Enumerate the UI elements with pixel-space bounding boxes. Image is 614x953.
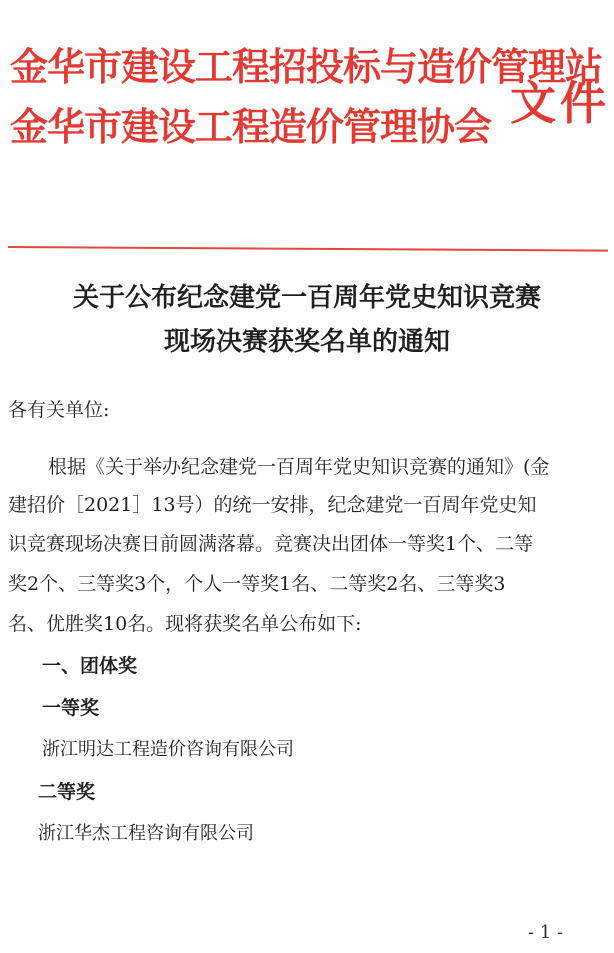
team-award-heading: 一、团体奖	[42, 655, 138, 677]
document-title-line-2: 现场决赛获奖名单的通知	[163, 327, 450, 357]
paragraph-line: 根据《关于举办纪念建党一百周年党史知识竞赛的通知》(金	[48, 456, 550, 478]
paragraph-line: 建招价［2021］13号）的统一安排，纪念建党一百周年党史知	[8, 494, 537, 516]
paragraph-line: 奖2个、三等奖3个，个人一等奖1名、二等奖2名、三等奖3	[8, 573, 506, 595]
issuer-name-2: 金华市建设工程造价管理协会	[10, 105, 492, 149]
paragraph-line: 名、优胜奖10名。现将获奖名单公布如下:	[8, 613, 362, 635]
red-divider	[8, 246, 608, 252]
page-number: - 1 -	[528, 922, 564, 943]
salutation: 各有关单位:	[8, 399, 110, 421]
second-prize-heading: 二等奖	[38, 781, 96, 803]
first-prize-winner: 浙江明达工程造价咨询有限公司	[42, 739, 294, 760]
first-prize-heading: 一等奖	[42, 697, 100, 719]
second-prize-winner: 浙江华杰工程咨询有限公司	[38, 823, 254, 844]
issuer-name-1: 金华市建设工程招投标与造价管理站	[10, 45, 603, 89]
paragraph-line: 识竞赛现场决赛日前圆满落幕。竞赛决出团体一等奖1个、二等	[8, 533, 534, 555]
document-title-line-1: 关于公布纪念建党一百周年党史知识竞赛	[72, 283, 541, 313]
document-label: 文件	[510, 76, 610, 130]
